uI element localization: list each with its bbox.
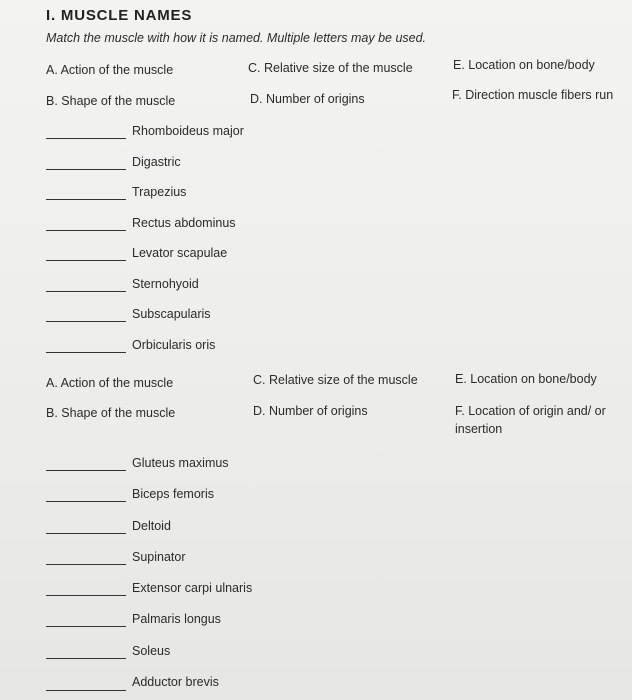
answer-line[interactable]: [46, 138, 126, 139]
muscle-label: Sternohyoid: [132, 277, 199, 291]
muscle-label: Trapezius: [132, 185, 187, 199]
option-d: D. Number of origins: [253, 404, 368, 418]
answer-line[interactable]: [46, 169, 126, 170]
muscle-label: Supinator: [132, 550, 186, 564]
option-f: F. Location of origin and/ or insertion: [455, 404, 606, 436]
muscle-label: Biceps femoris: [132, 487, 214, 501]
answer-line[interactable]: [46, 533, 126, 534]
answer-line[interactable]: [46, 470, 126, 471]
answer-line[interactable]: [46, 564, 126, 565]
muscle-label: Levator scapulae: [132, 246, 228, 260]
muscle-label: Digastric: [132, 155, 181, 169]
option-b: B. Shape of the muscle: [46, 406, 176, 420]
answer-line[interactable]: [46, 230, 126, 231]
section-heading: I. MUSCLE NAMES: [46, 7, 193, 24]
muscle-label: Gluteus maximus: [132, 456, 229, 470]
answer-line[interactable]: [46, 321, 126, 322]
answer-line[interactable]: [46, 352, 126, 353]
option-c: C. Relative size of the muscle: [248, 61, 413, 75]
option-c: C. Relative size of the muscle: [253, 373, 418, 387]
answer-line[interactable]: [46, 260, 126, 261]
muscle-label: Extensor carpi ulnaris: [132, 581, 253, 595]
option-b: B. Shape of the muscle: [46, 94, 176, 108]
muscle-label: Soleus: [132, 644, 171, 658]
option-a: A. Action of the muscle: [46, 63, 174, 77]
answer-line[interactable]: [46, 690, 126, 691]
muscle-label: Adductor brevis: [132, 675, 219, 689]
muscle-label: Rectus abdominus: [132, 216, 236, 230]
answer-line[interactable]: [46, 501, 126, 502]
option-e: E. Location on bone/body: [455, 372, 597, 386]
muscle-label: Subscapularis: [132, 307, 211, 321]
muscle-label: Orbicularis oris: [132, 338, 216, 352]
option-f: F. Direction muscle fibers run: [452, 88, 614, 102]
option-e: E. Location on bone/body: [453, 58, 595, 72]
answer-line[interactable]: [46, 658, 126, 659]
muscle-label: Deltoid: [132, 519, 171, 533]
answer-line[interactable]: [46, 626, 126, 627]
answer-line[interactable]: [46, 595, 126, 596]
option-a: A. Action of the muscle: [46, 376, 174, 390]
answer-line[interactable]: [46, 199, 126, 200]
muscle-label: Rhomboideus major: [132, 124, 244, 138]
muscle-label: Palmaris longus: [132, 612, 221, 626]
instructions: Match the muscle with how it is named. Multiple letters may be used.: [46, 31, 427, 45]
option-d: D. Number of origins: [250, 92, 365, 106]
answer-line[interactable]: [46, 291, 126, 292]
